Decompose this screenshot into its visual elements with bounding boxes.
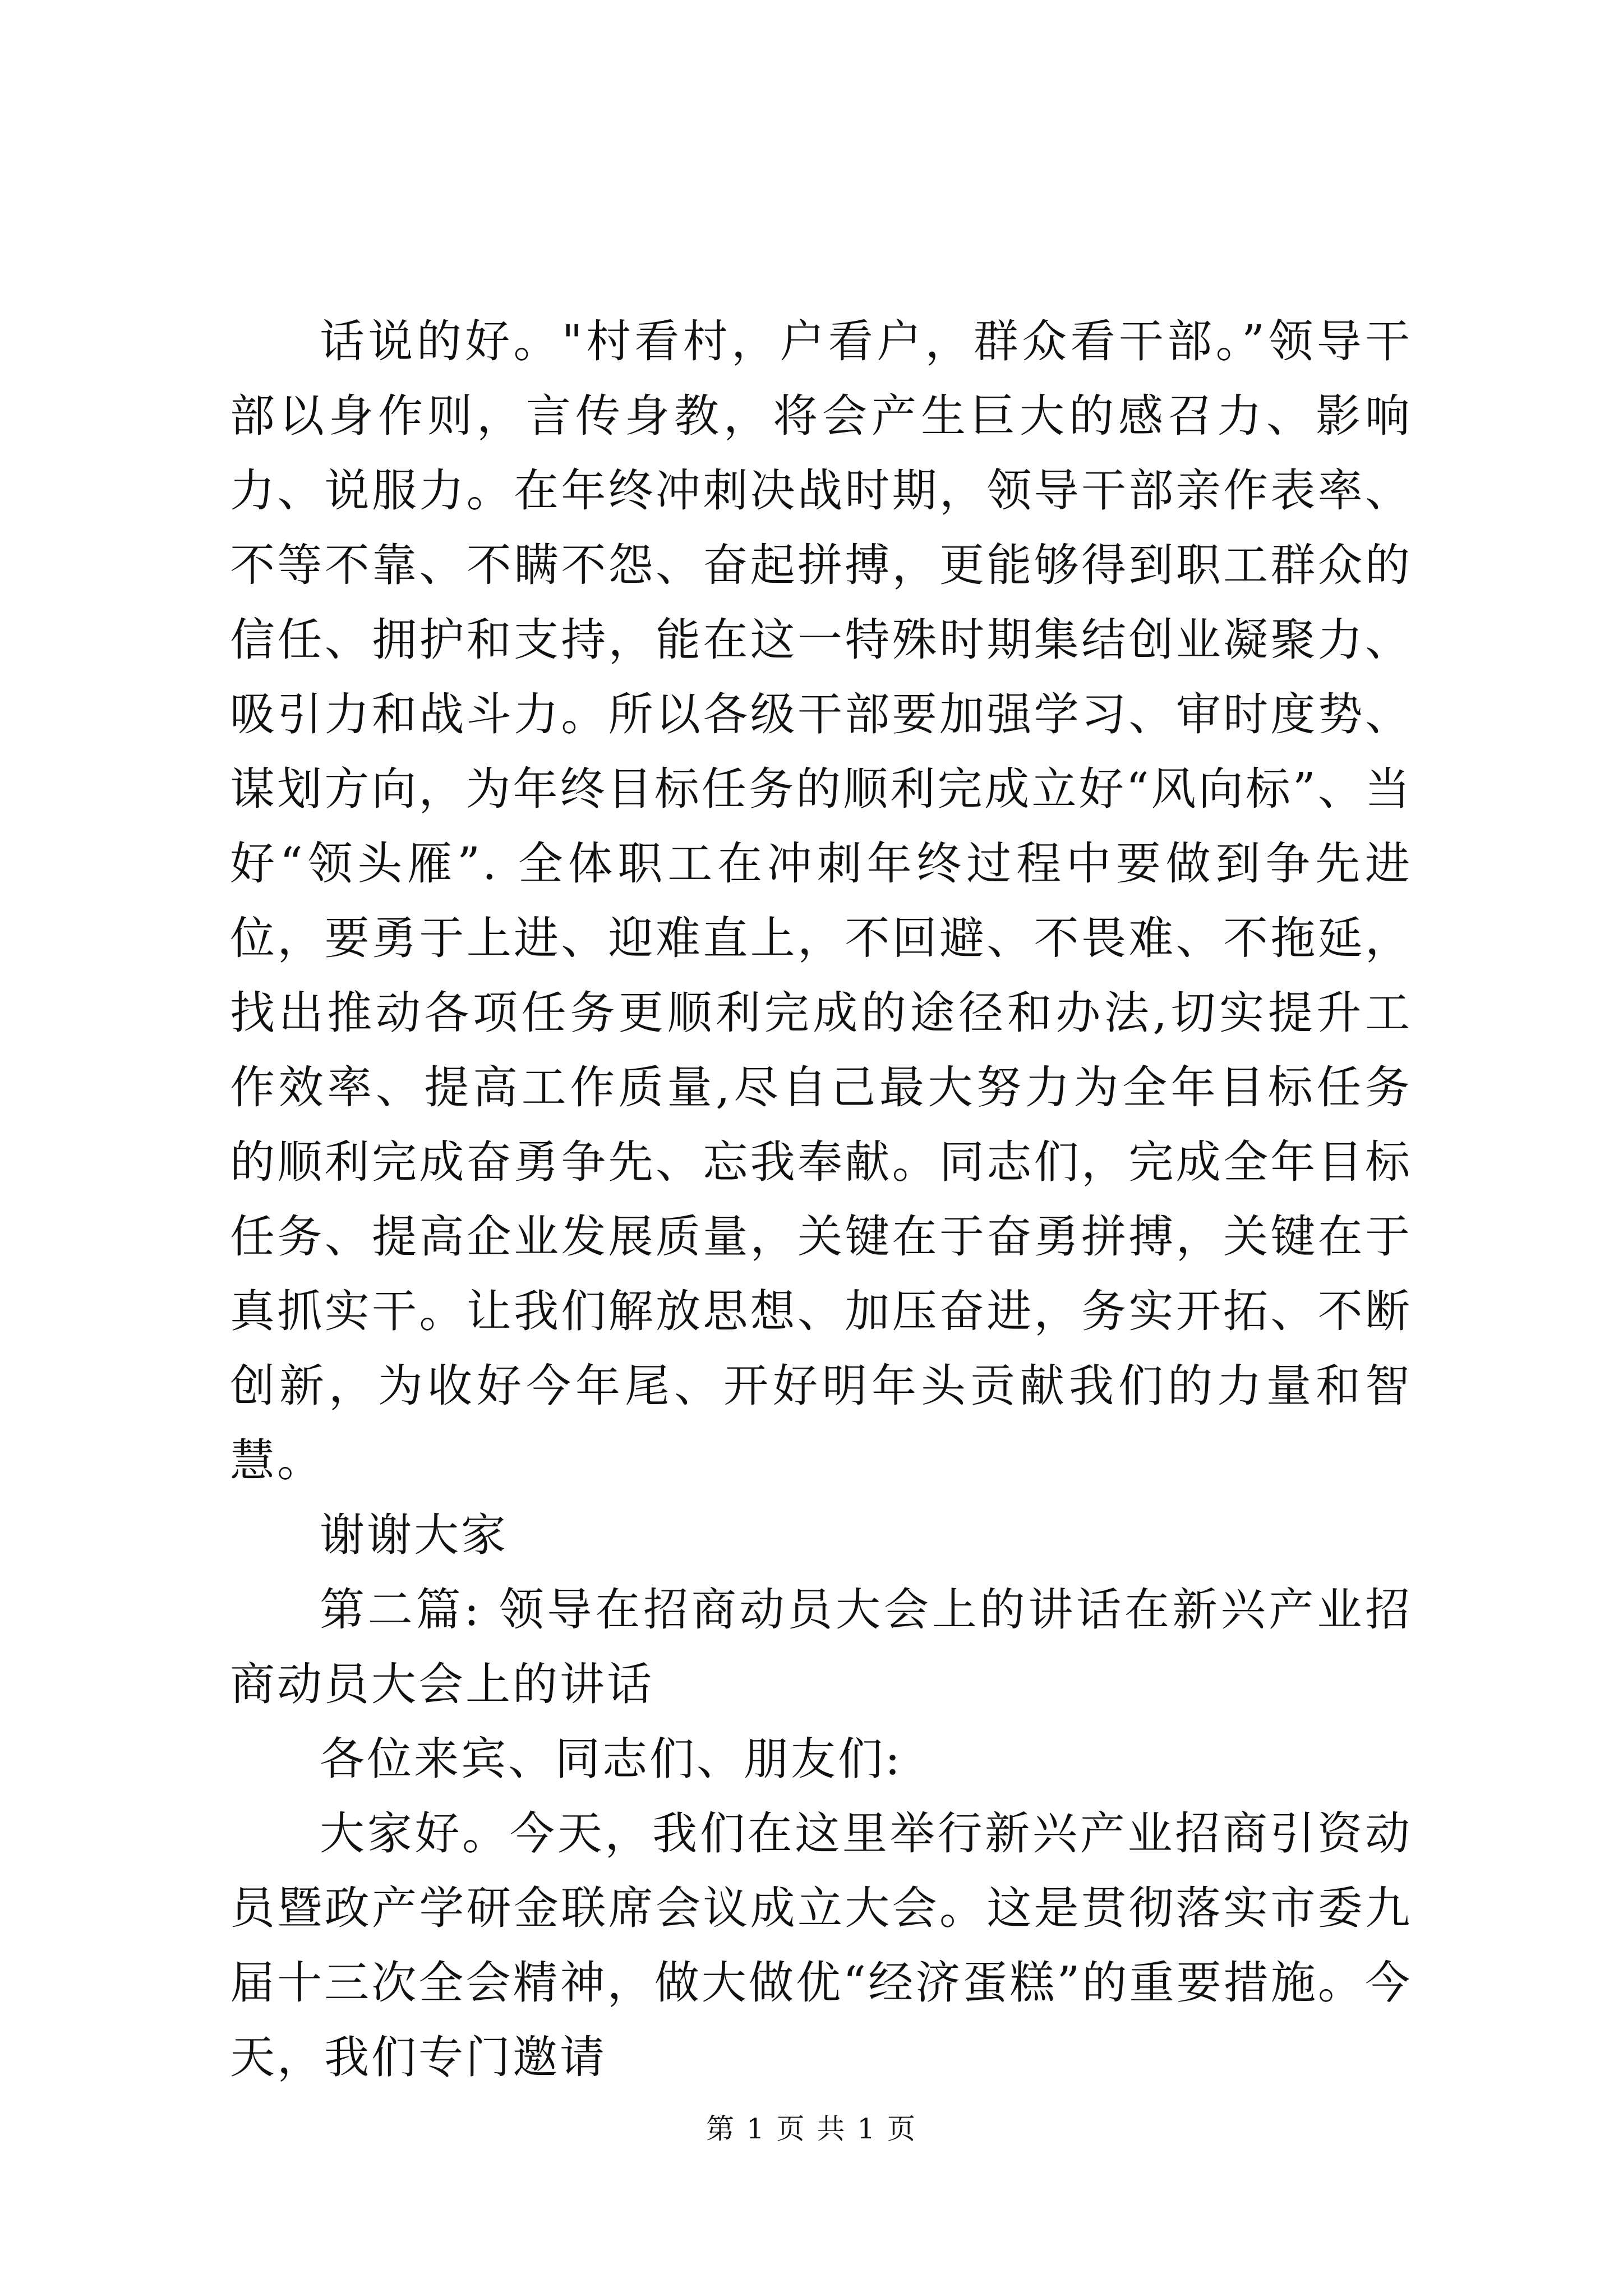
paragraph-opening: 大家好。今天，我们在这里举行新兴产业招商引资动员暨政产学研金联席会议成立大会。这是贯彻落实市委九届十三次全会精神，做大做优“经济蛋糕”的重要措施。今天，我们专门邀请 (230, 1807, 1412, 2083)
page-number-footer: 第 1 页 共 1 页 (706, 2113, 917, 2145)
paragraph-salutation: 各位来宾、同志们、朋友们: (320, 1733, 902, 1785)
paragraph-thanks: 谢谢大家 (320, 1509, 508, 1561)
paragraph-second-title: 第二篇: 领导在招商动员大会上的讲话在新兴产业招商动员大会上的讲话 (230, 1584, 1412, 1710)
document-body (230, 304, 1412, 2095)
paragraph-speech-conclusion: 话说的好。"村看村，户看户，群众看干部。”领导干部以身作则，言传身教，将会产生巨大的感召力、影响力、说服力。在年终冲刺决战时期，领导干部亲作表率、不等不靠、不瞒不怨、奋起拼搏，更能够得到职工群众的信任、拥护和支持，能在这一特殊时期集结创业凝聚力、吸引力和战斗力。所以各级干部要加强学习、审时度势、谋划方向，为年终目标任务的顺利完成立好“风向标”、当好“领头雁”. 全体职工在冲刺年终过程中要做到争先进位，要勇于上进、迎难直上，不回避、不畏难、不拖延，找出推动各项任务更顺利完成的途径和办法,切实提升工作效率、提高工作质量,尽自己最大努力为全年目标任务的顺利完成奋勇争先、忘我奉献。同志们，完成全年目标任务、提高企业发展质量，关键在于奋勇拼搏，关键在于真抓实干。让我们解放思想、加压奋进，务实开拓、不断创新，为收好今年尾、开好明年头贡献我们的力量和智慧。 (230, 315, 1412, 1487)
